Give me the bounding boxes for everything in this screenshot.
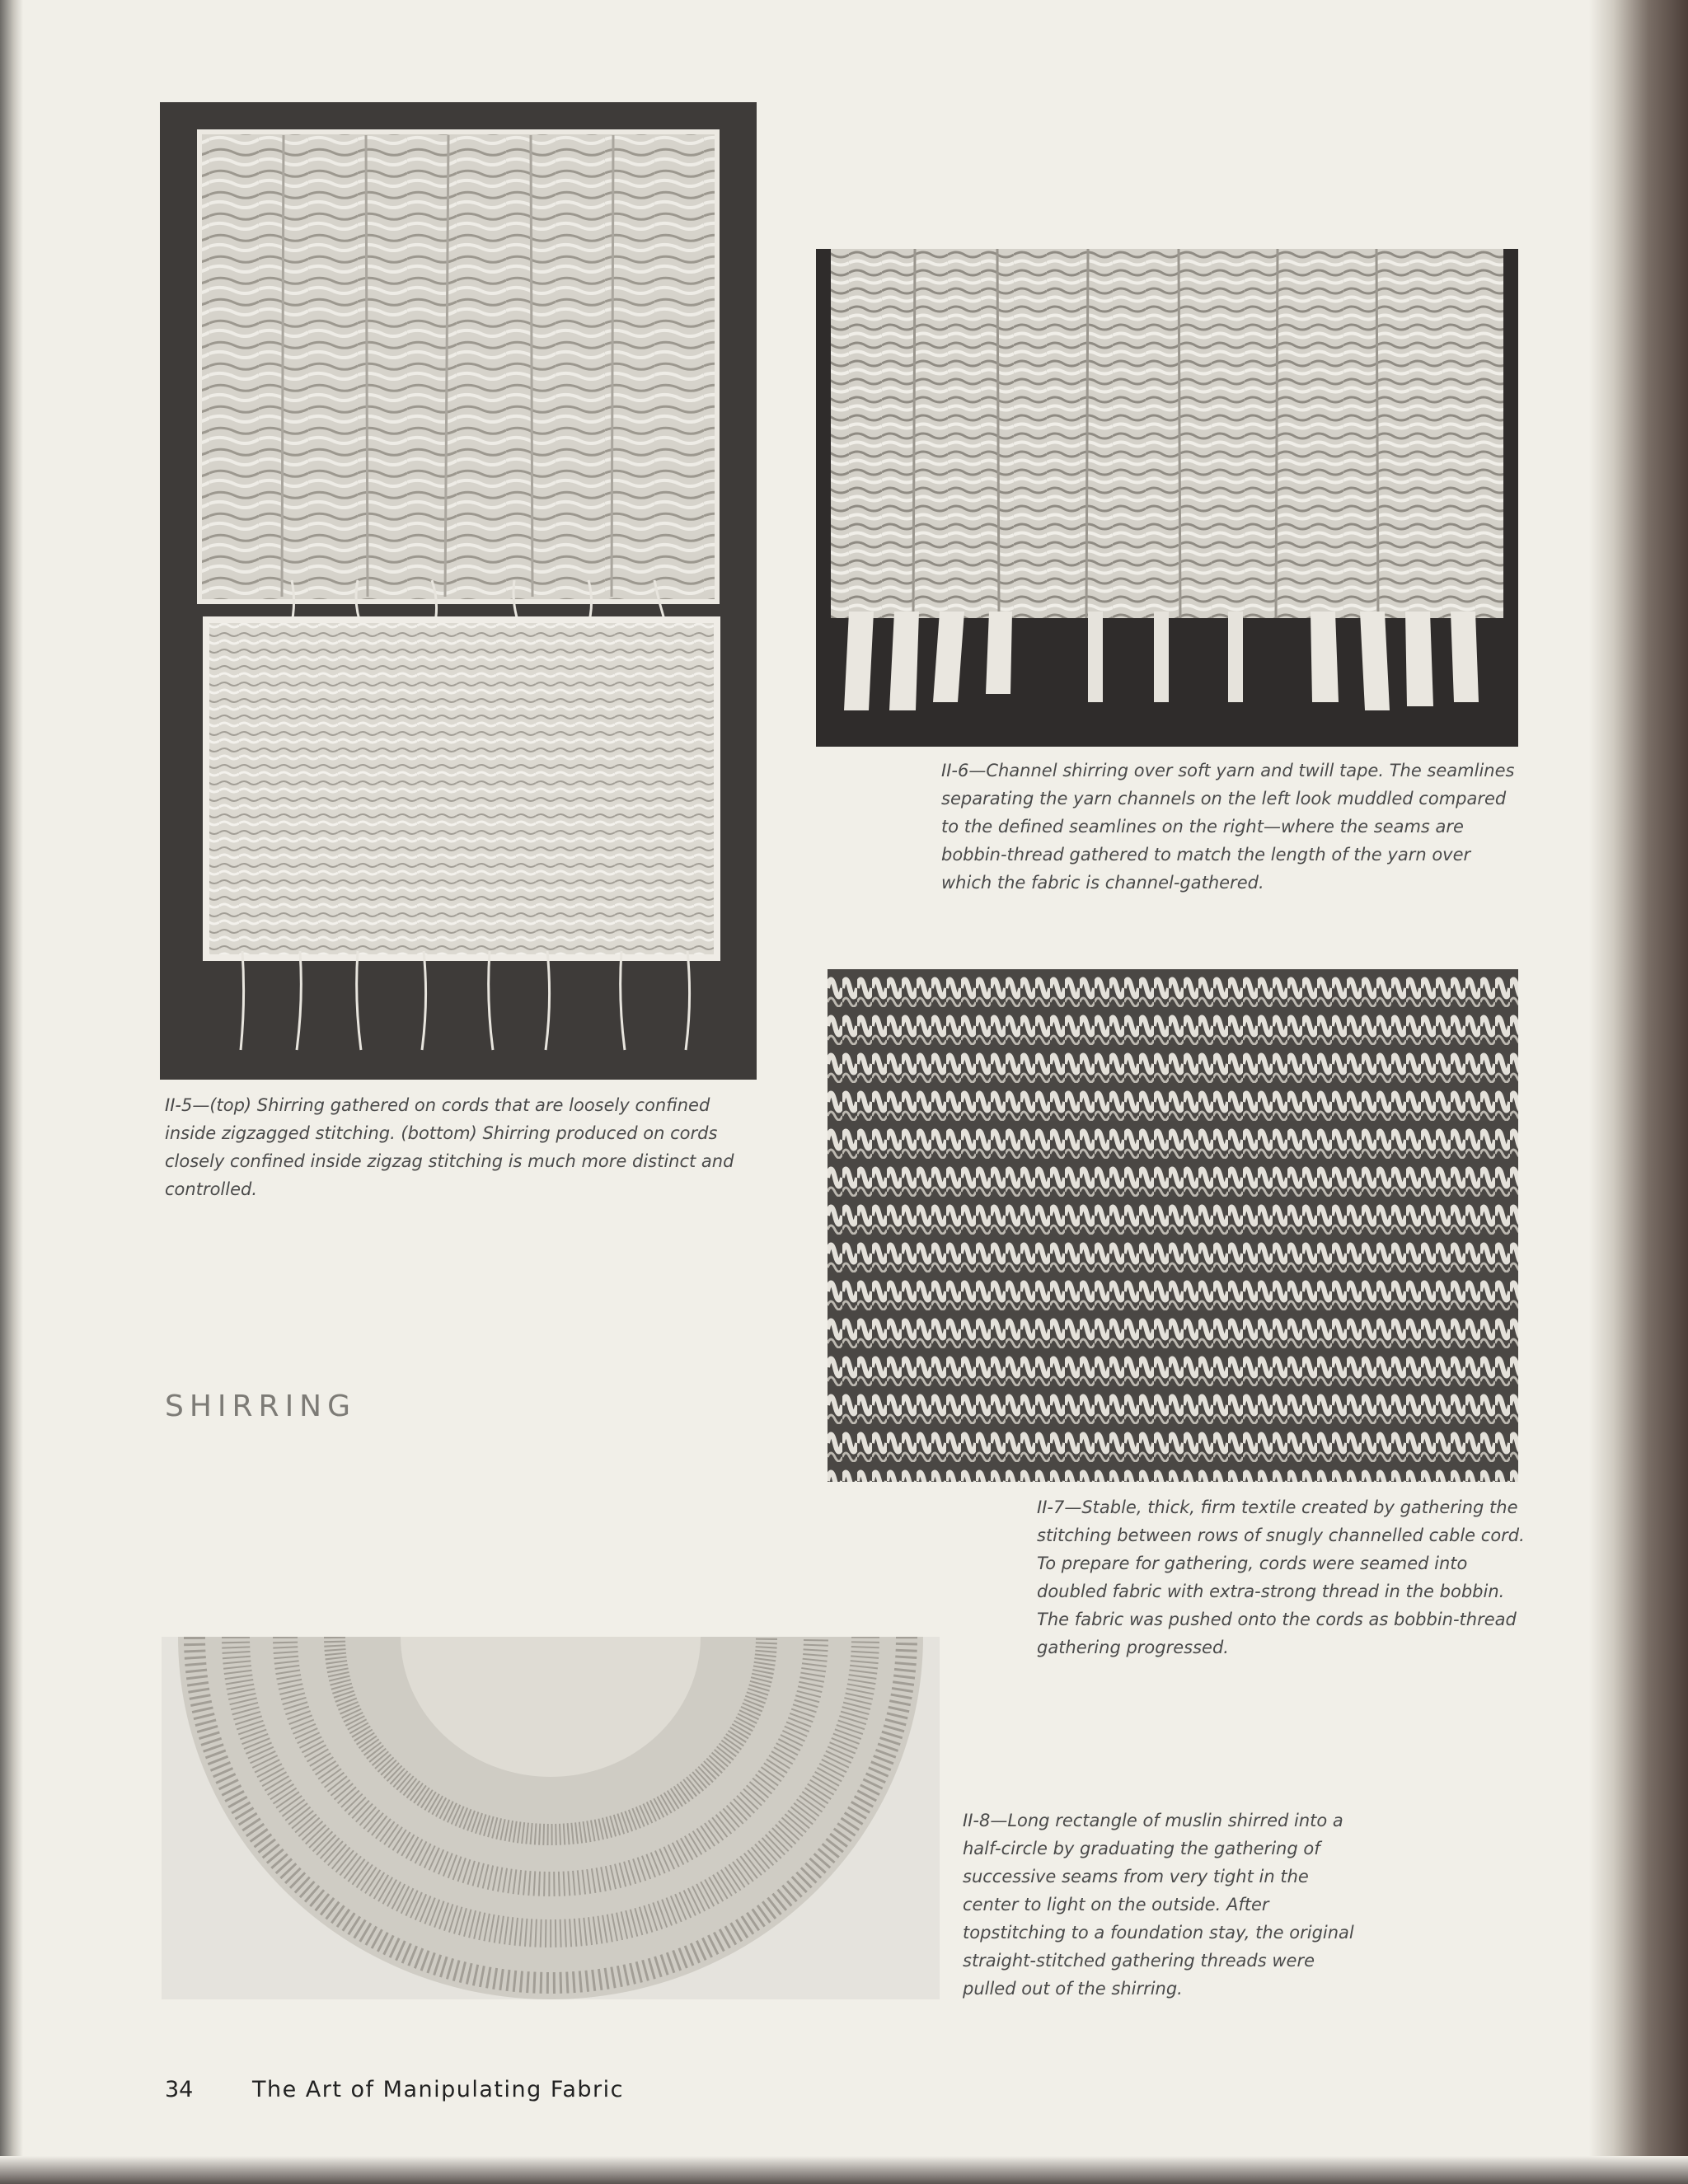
page-edge-bottom	[0, 2156, 1688, 2184]
figure-ii-7-photo	[828, 969, 1518, 1482]
figure-ii-6-photo	[816, 249, 1518, 747]
figure-ii-7-caption: II-7—Stable, thick, firm textile created by gathering the stitching between rows of snugly channelled cable cord. To prepare for gathering, cords were seamed into doubled fabric with extra-strong thread in the bobbin. The fabric was pushed onto the cords as bobbin-thread gathering progressed.	[1037, 1497, 1525, 1657]
figure-ii-5-caption: II-5—(top) Shirring gathered on cords that are loosely confined inside zigzagged stitching. (bottom) Shirring produced on cords closely confined inside zigzag stitching is much more distinct and controlled.	[165, 1095, 734, 1199]
figure-ii-8-photo	[162, 1637, 940, 1999]
page-number: 34	[165, 2077, 194, 2102]
figure-ii-8-caption: II-8—Long rectangle of muslin shirred into a half-circle by graduating the gathering of successive seams from very tight in the center to light on the outside. After topstitching to a foundation stay, the original straight-stitched gathering threads were pulled out of the shirring.	[963, 1811, 1354, 1999]
page-edge-left	[0, 0, 23, 2184]
running-title: The Art of Manipulating Fabric	[252, 2077, 625, 2102]
figure-ii-5-photo	[160, 102, 757, 1080]
figure-ii-6-caption: II-6—Channel shirring over soft yarn and twill tape. The seamlines separating the yarn channels on the left look muddled compared to the defined seamlines on the right—where the seams are bobbin-thread gathered to match the length of the yarn over which the fabric is channel-gathered.	[941, 761, 1515, 893]
section-title: SHIRRING	[165, 1390, 357, 1423]
page-edge-right	[1589, 0, 1688, 2184]
